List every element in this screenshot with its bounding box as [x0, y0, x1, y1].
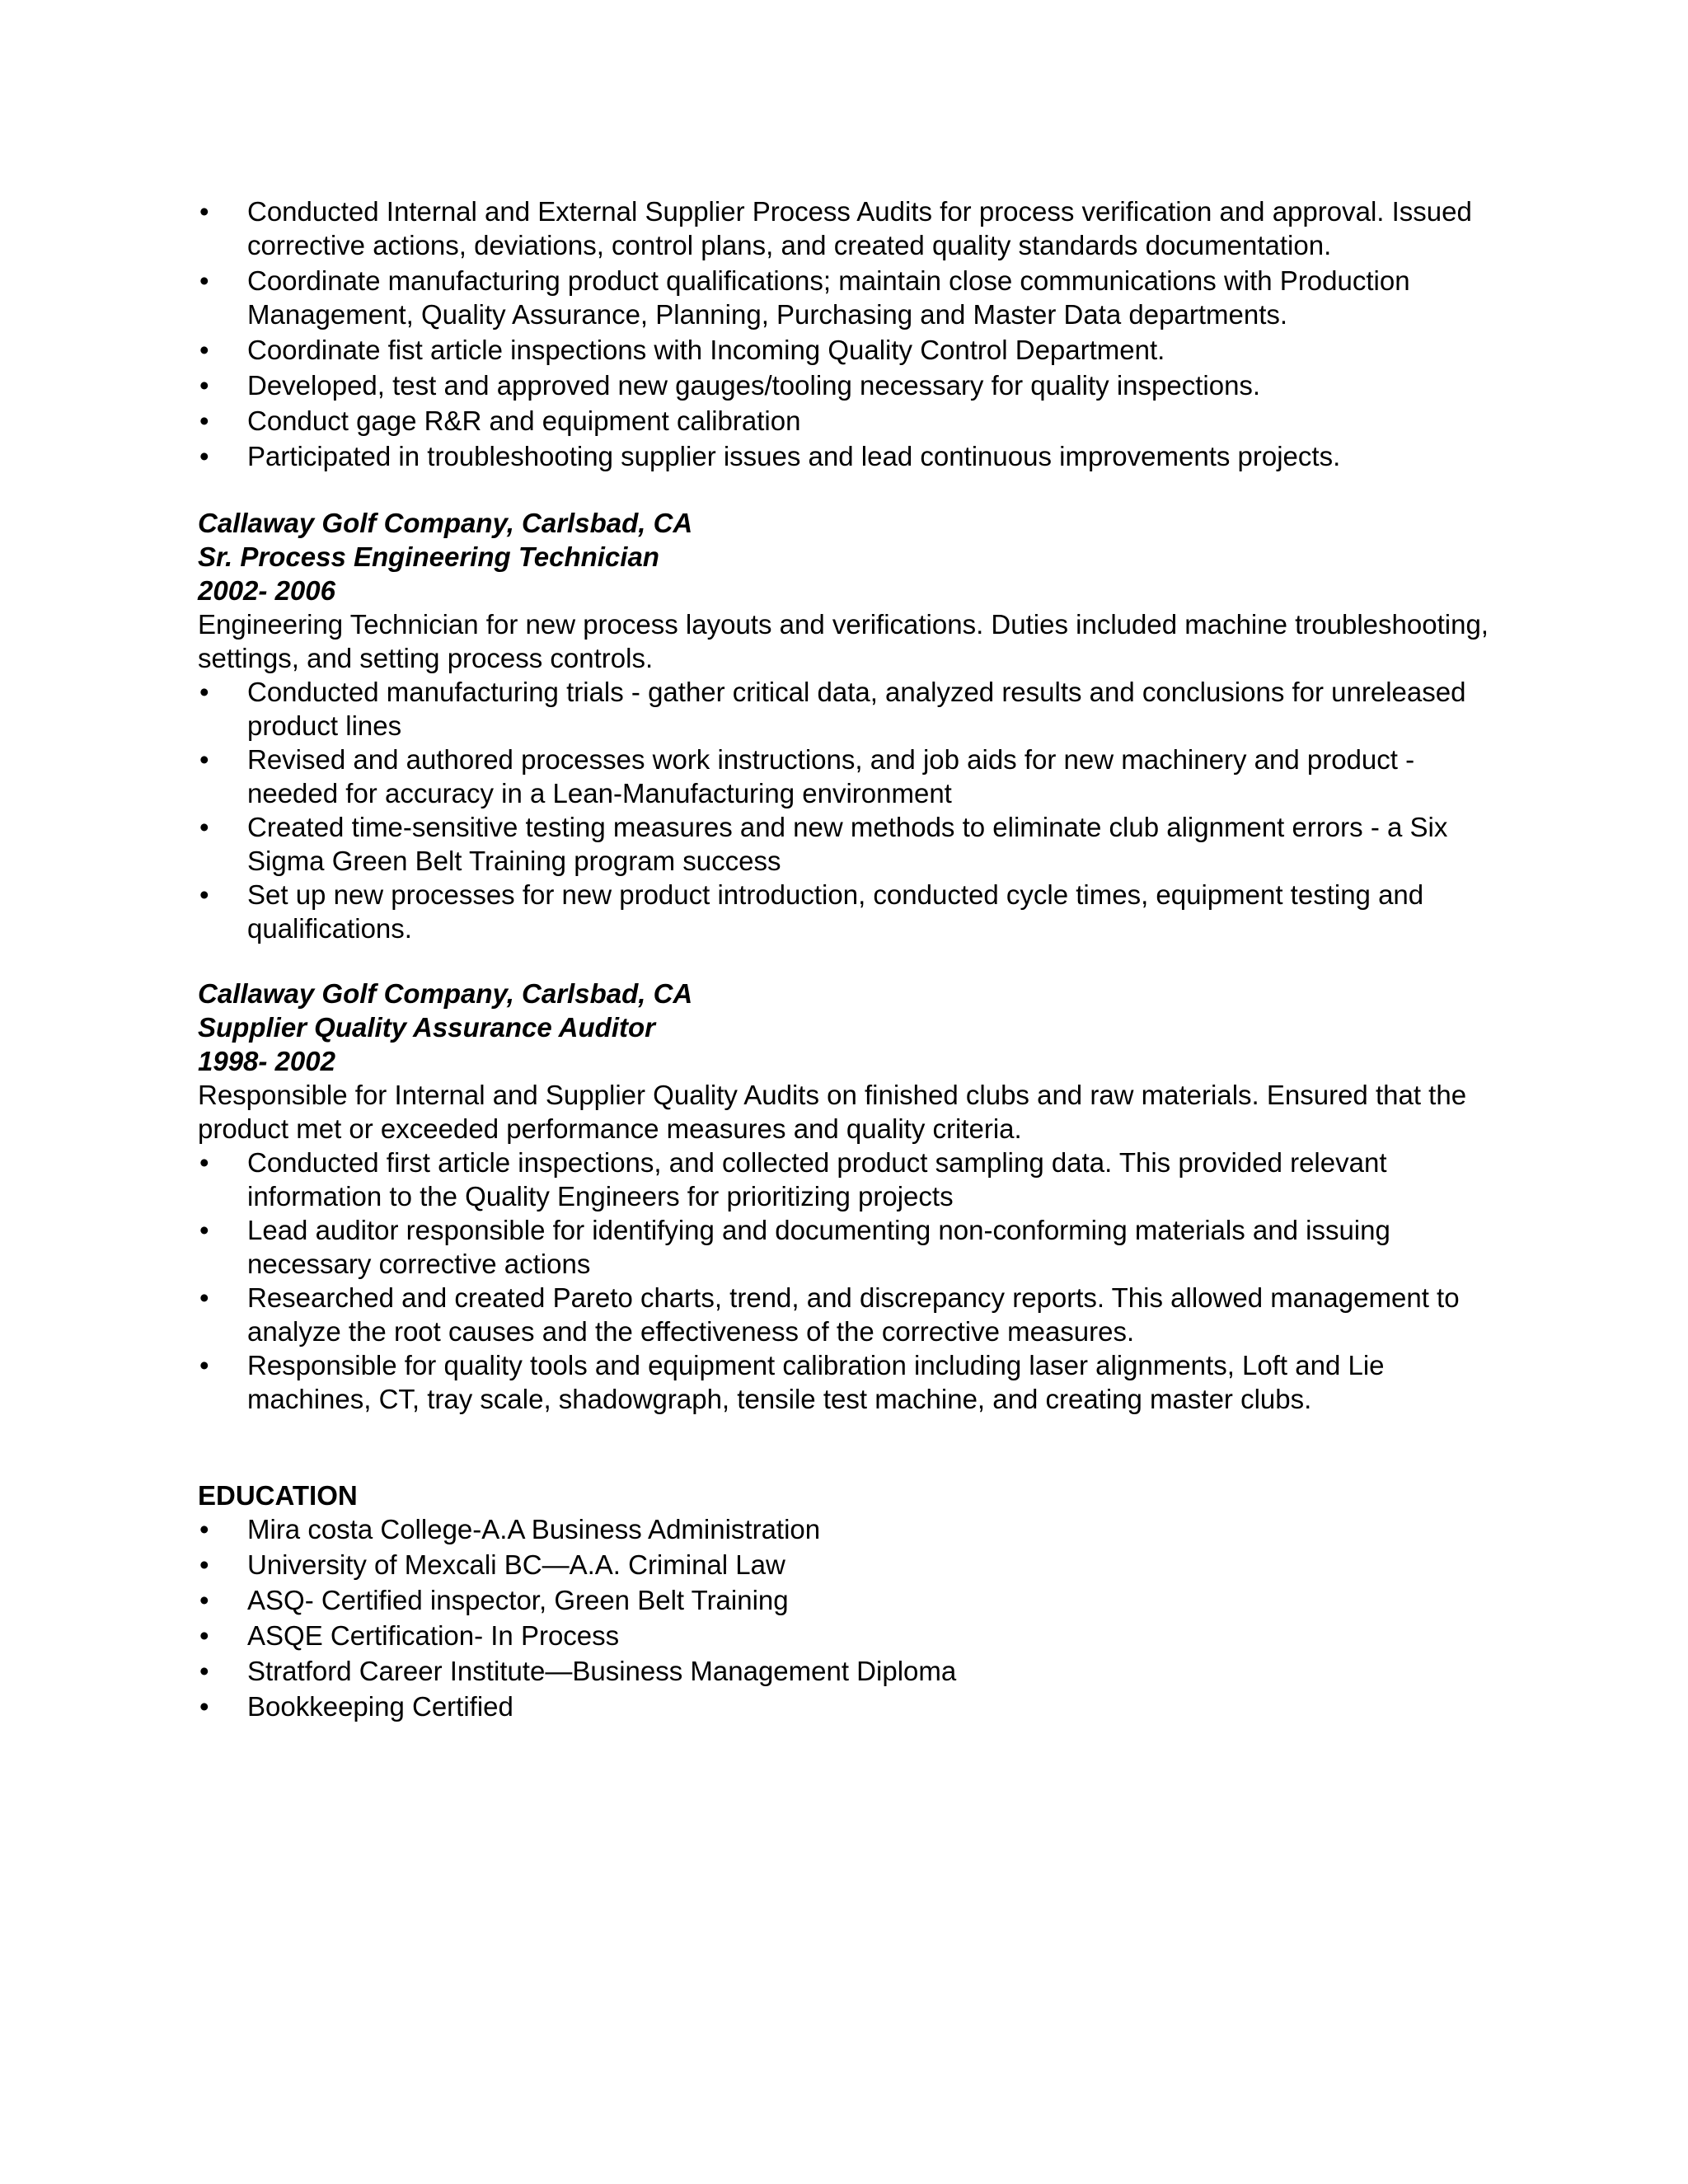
job-description: Engineering Technician for new process layouts and verifications. Duties included machine troubleshooting, settings, and setting process controls. [198, 609, 1489, 673]
list-item [198, 675, 1500, 743]
bullet-text: Participated in troubleshooting supplier issues and lead continuous improvements projects. [247, 441, 1341, 471]
job-title: Sr. Process Engineering Technician [198, 541, 659, 572]
bullet-glyph: • [199, 405, 209, 436]
job-bullet-list [198, 675, 1500, 945]
list-item [198, 333, 1500, 367]
bullet-glyph: • [199, 879, 209, 910]
bullet-text: Stratford Career Institute—Business Management Diploma [247, 1656, 957, 1686]
education-section [198, 1479, 1500, 1723]
bullet-text: Bookkeeping Certified [247, 1691, 513, 1722]
job-years: 2002- 2006 [198, 575, 335, 606]
bullet-text: Coordinate fist article inspections with Incoming Quality Control Department. [247, 335, 1165, 365]
spacer [198, 475, 1500, 506]
intro-bullet-list [198, 194, 1500, 473]
bullet-text: Conduct gage R&R and equipment calibration [247, 405, 801, 436]
education-list [198, 1512, 1500, 1723]
bullet-glyph: • [199, 1147, 209, 1178]
bullet-text: Conducted first article inspections, and collected product sampling data. This provided relevant information to the Quality Engineers for prioritizing projects [247, 1147, 1387, 1212]
bullet-text: ASQE Certification- In Process [247, 1620, 620, 1651]
section-title: EDUCATION [198, 1480, 358, 1511]
bullet-text: Conducted Internal and External Supplier Process Audits for process verification and approval. Issued corrective actions, deviations, control plans, and created quality standards documentation. [247, 196, 1472, 260]
bullet-glyph: • [199, 1585, 209, 1615]
list-item [198, 1654, 1500, 1688]
list-item [198, 1512, 1500, 1546]
list-item [198, 810, 1500, 878]
list-item [198, 439, 1500, 473]
list-item [198, 1281, 1500, 1348]
resume-page [198, 194, 1500, 1725]
bullet-text: Mira costa College-A.A Business Administration [247, 1514, 821, 1544]
bullet-text: University of Mexcali BC—A.A. Criminal Law [247, 1549, 785, 1580]
list-item [198, 1690, 1500, 1723]
list-item [198, 1583, 1500, 1617]
bullet-glyph: • [199, 677, 209, 707]
bullet-text: Created time-sensitive testing measures and new methods to eliminate club alignment errors - a Six Sigma Green Belt Training program success [247, 812, 1448, 876]
bullet-text: ASQ- Certified inspector, Green Belt Training [247, 1585, 789, 1615]
bullet-glyph: • [199, 1215, 209, 1245]
bullet-glyph: • [199, 1691, 209, 1722]
bullet-glyph: • [199, 1350, 209, 1380]
bullet-text: Lead auditor responsible for identifying and documenting non-conforming materials and issuing necessary corrective actions [247, 1215, 1390, 1279]
bullet-text: Conducted manufacturing trials - gather critical data, analyzed results and conclusions for unreleased product lines [247, 677, 1466, 741]
job-bullet-list [198, 1146, 1500, 1416]
job-years: 1998- 2002 [198, 1046, 335, 1076]
job-section [198, 977, 1500, 1416]
list-item [198, 404, 1500, 438]
list-item [198, 1146, 1500, 1213]
bullet-glyph: • [199, 1282, 209, 1313]
bullet-glyph: • [199, 744, 209, 775]
job-section [198, 506, 1500, 945]
bullet-glyph: • [199, 812, 209, 842]
bullet-text: Developed, test and approved new gauges/tooling necessary for quality inspections. [247, 370, 1261, 401]
bullet-glyph: • [199, 265, 209, 296]
job-description: Responsible for Internal and Supplier Quality Audits on finished clubs and raw materials. Ensured that the product met or exceeded performance measures and quality criteria. [198, 1080, 1467, 1144]
list-item [198, 1548, 1500, 1582]
list-item [198, 194, 1500, 262]
job-company: Callaway Golf Company, Carlsbad, CA [198, 978, 693, 1009]
bullet-glyph: • [199, 1549, 209, 1580]
bullet-glyph: • [199, 196, 209, 227]
bullet-text: Researched and created Pareto charts, trend, and discrepancy reports. This allowed management to analyze the root causes and the effectiveness of the corrective measures. [247, 1282, 1460, 1347]
bullet-glyph: • [199, 335, 209, 365]
bullet-text: Revised and authored processes work instructions, and job aids for new machinery and product - needed for accuracy in a Lean-Manufacturing environment [247, 744, 1415, 808]
job-title: Supplier Quality Assurance Auditor [198, 1012, 655, 1043]
list-item [198, 368, 1500, 402]
bullet-glyph: • [199, 370, 209, 401]
bullet-glyph: • [199, 1620, 209, 1651]
bullet-glyph: • [199, 1656, 209, 1686]
spacer [198, 1416, 1500, 1479]
bullet-text: Responsible for quality tools and equipment calibration including laser alignments, Loft and Lie machines, CT, tray scale, shadowgraph, tensile test machine, and creating master clubs. [247, 1350, 1385, 1414]
bullet-glyph: • [199, 441, 209, 471]
list-item [198, 1348, 1500, 1416]
list-item [198, 743, 1500, 810]
list-item [198, 878, 1500, 945]
list-item [198, 1213, 1500, 1281]
spacer [198, 945, 1500, 977]
bullet-text: Coordinate manufacturing product qualifications; maintain close communications with Production Management, Quality Assurance, Planning, Purchasing and Master Data departments. [247, 265, 1410, 330]
list-item [198, 264, 1500, 331]
list-item [198, 1619, 1500, 1652]
bullet-text: Set up new processes for new product introduction, conducted cycle times, equipment testing and qualifications. [247, 879, 1424, 944]
job-company: Callaway Golf Company, Carlsbad, CA [198, 508, 693, 538]
bullet-glyph: • [199, 1514, 209, 1544]
